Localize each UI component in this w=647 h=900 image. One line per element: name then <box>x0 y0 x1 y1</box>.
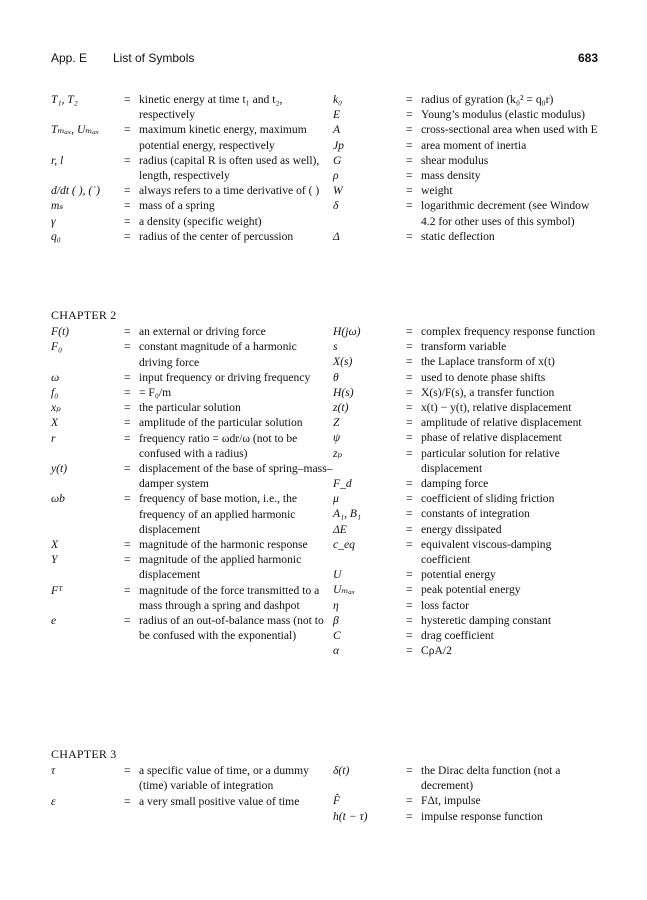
equals-sign: = <box>406 401 413 415</box>
symbol-row <box>333 643 599 658</box>
symbol-row <box>51 122 333 152</box>
symbol-row <box>333 339 599 354</box>
symbol: X <box>51 416 59 430</box>
symbol: Jp <box>333 138 344 152</box>
symbol: A₁, B₁ <box>333 507 362 521</box>
symbol-definition: radius of an out-of-balance mass (not to be confused with the exponential) <box>139 614 324 643</box>
equals-sign: = <box>406 537 413 551</box>
symbol: q₀ <box>51 229 61 243</box>
symbol-definition: radius (capital R is often used as well), length, respectively <box>139 153 320 183</box>
symbol: τ <box>51 764 56 778</box>
symbol-row <box>51 763 333 793</box>
symbol-definition: FΔt, impulse <box>421 794 481 808</box>
symbol-definition: complex frequency response function <box>421 325 596 338</box>
symbol-row <box>51 183 333 198</box>
symbol-row <box>51 415 333 430</box>
equals-sign: = <box>406 93 413 106</box>
symbol: k₀ <box>333 93 343 106</box>
symbol: A <box>333 123 341 137</box>
symbol: r, l <box>51 153 64 167</box>
equals-sign: = <box>406 598 413 612</box>
symbol-definition: area moment of inertia <box>421 138 527 152</box>
symbol-definition: shear modulus <box>421 153 489 167</box>
equals-sign: = <box>124 153 131 167</box>
symbol: c_eq <box>333 537 355 551</box>
chapter2-heading: CHAPTER 2 <box>51 308 117 322</box>
equals-sign: = <box>124 794 131 808</box>
symbol-definition: magnitude of the force transmitted to a mass through a spring and dashpot <box>139 583 320 612</box>
symbol-row <box>333 107 599 122</box>
symbol: d/dt ( ), (˙) <box>51 184 100 198</box>
symbol: e <box>51 614 57 628</box>
symbol-row <box>333 567 599 582</box>
page-number: 683 <box>577 51 598 65</box>
symbol: Δ <box>333 229 340 243</box>
symbol-row <box>333 809 599 824</box>
equals-sign: = <box>406 431 413 445</box>
symbol: θ <box>333 370 339 384</box>
symbol-definition: amplitude of the particular solution <box>139 416 303 430</box>
symbol-definition: magnitude of the harmonic response <box>139 538 308 552</box>
symbol-definition: phase of relative displacement <box>421 431 562 445</box>
symbol: U <box>333 568 342 582</box>
symbol-definition: mass density <box>421 169 481 183</box>
symbol: γ <box>51 214 56 228</box>
symbol-definition: a very small positive value of time <box>139 794 300 808</box>
symbol-definition: displacement of the base of spring–mass–damper system <box>139 462 333 491</box>
equals-sign: = <box>406 583 413 597</box>
symbol-row <box>333 476 599 491</box>
symbol-definition: impulse response function <box>421 809 543 823</box>
symbol-row <box>51 537 333 552</box>
symbol: H(jω) <box>333 325 361 338</box>
symbol: W <box>333 184 343 198</box>
equals-sign: = <box>406 138 413 152</box>
symbol-row <box>333 92 599 107</box>
symbol: X(s) <box>333 355 353 369</box>
symbol-definition: coefficient of sliding friction <box>421 492 555 506</box>
symbol-row <box>51 198 333 213</box>
equals-sign: = <box>406 794 413 808</box>
symbol: E <box>333 108 341 122</box>
symbol: X <box>51 538 59 552</box>
symbol: H(s) <box>333 385 354 399</box>
symbol-definition: hysteretic damping constant <box>421 613 552 627</box>
equals-sign: = <box>124 199 131 213</box>
symbol: Fᵀ <box>51 583 63 597</box>
symbol-definition: kinetic energy at time t₁ and t₂, respectively <box>139 93 283 122</box>
symbol: Y <box>51 553 58 567</box>
symbol-definition: static deflection <box>421 229 495 243</box>
equals-sign: = <box>124 553 131 567</box>
symbol-definition: constant magnitude of a harmonic driving force <box>139 340 297 369</box>
symbol-row <box>333 198 599 228</box>
symbol-definition: CρA/2 <box>421 644 452 658</box>
symbol: f₀ <box>51 386 59 400</box>
symbol: ω <box>51 370 60 384</box>
equals-sign: = <box>406 153 413 167</box>
equals-sign: = <box>124 764 131 778</box>
symbol-definition: frequency ratio = ωdr/ω (not to be confused with a radius) <box>139 431 298 460</box>
symbol-definition: Young’s modulus (elastic modulus) <box>421 108 586 122</box>
equals-sign: = <box>124 123 131 137</box>
symbol-definition: x(t) − y(t), relative displacement <box>421 401 572 415</box>
symbol-definition: the Dirac delta function (not a decrement) <box>421 764 561 793</box>
equals-sign: = <box>406 492 413 506</box>
symbol-row <box>333 415 599 430</box>
equals-sign: = <box>406 522 413 536</box>
symbol-definition: energy dissipated <box>421 522 502 536</box>
symbol: C <box>333 629 341 643</box>
equals-sign: = <box>124 401 131 415</box>
symbol-definition: peak potential energy <box>421 583 521 597</box>
symbol-definition: magnitude of the applied harmonic displacement <box>139 553 302 582</box>
equals-sign: = <box>406 199 413 213</box>
symbol: δ(t) <box>333 764 350 777</box>
symbol-definition: the Laplace transform of x(t) <box>421 355 555 369</box>
symbol-definition: = F₀/m <box>139 386 172 400</box>
symbol: F̂ <box>333 794 341 808</box>
symbol-definition: frequency of base motion, i.e., the frequency of an applied harmonic displacement <box>139 492 298 536</box>
equals-sign: = <box>406 416 413 430</box>
symbol: F₀ <box>51 340 63 354</box>
symbol-definition: weight <box>421 184 453 198</box>
symbol-definition: cross-sectional area when used with E <box>421 123 598 137</box>
equals-sign: = <box>124 229 131 243</box>
chapter3-right <box>333 763 599 824</box>
equals-sign: = <box>124 214 131 228</box>
symbol-row <box>51 461 333 491</box>
symbol-definition: loss factor <box>421 598 469 612</box>
symbol-row <box>333 370 599 385</box>
symbol-row <box>51 794 333 809</box>
symbol-definition: amplitude of relative displacement <box>421 416 582 430</box>
symbol-definition: radius of gyration (k₀² = q₀r) <box>421 93 554 106</box>
symbol-definition: constants of integration <box>421 507 530 521</box>
equals-sign: = <box>406 809 413 823</box>
symbol: β <box>333 613 339 627</box>
symbol-row <box>51 339 333 369</box>
symbol-row <box>333 613 599 628</box>
equals-sign: = <box>406 340 413 354</box>
symbol-definition: mass of a spring <box>139 199 215 213</box>
symbol-row <box>333 183 599 198</box>
symbol-definition: used to denote phase shifts <box>421 370 546 384</box>
chapter3-left <box>51 747 333 809</box>
equals-sign: = <box>406 477 413 491</box>
symbol: ε <box>51 794 56 808</box>
equals-sign: = <box>406 184 413 198</box>
symbol-definition: potential energy <box>421 568 496 582</box>
equals-sign: = <box>124 93 131 106</box>
symbol-definition: always refers to a time derivative of ( ) <box>139 184 320 198</box>
symbol: y(t) <box>51 462 68 476</box>
symbol: xₚ <box>51 401 61 415</box>
equals-sign: = <box>124 184 131 198</box>
symbol-row <box>51 613 333 643</box>
symbol: r <box>51 431 56 445</box>
symbol: α <box>333 644 340 658</box>
symbol: h(t − τ) <box>333 809 368 823</box>
symbol-row <box>333 122 599 137</box>
symbol-row <box>333 491 599 506</box>
symbol-definition: an external or driving force <box>139 325 266 339</box>
symbol: μ <box>333 492 339 506</box>
symbol-row <box>51 385 333 400</box>
symbol-definition: X(s)/F(s), a transfer function <box>421 385 555 399</box>
equals-sign: = <box>124 492 131 506</box>
symbol-row <box>333 763 599 793</box>
equals-sign: = <box>406 764 413 777</box>
equals-sign: = <box>406 370 413 384</box>
symbol-row <box>333 582 599 597</box>
symbol-definition: radius of the center of percussion <box>139 229 294 243</box>
equals-sign: = <box>406 355 413 369</box>
symbol-row <box>333 537 599 567</box>
symbol-definition: transform variable <box>421 340 507 354</box>
symbol: mₛ <box>51 199 64 213</box>
symbol: s <box>333 340 338 354</box>
symbol: Uₘₐₓ <box>333 583 356 597</box>
symbol-row <box>333 522 599 537</box>
intro-left-column <box>51 92 333 244</box>
symbol-row <box>51 400 333 415</box>
symbol: ψ <box>333 431 341 445</box>
symbol-row <box>333 400 599 415</box>
equals-sign: = <box>406 568 413 582</box>
symbol-row <box>333 628 599 643</box>
equals-sign: = <box>406 629 413 643</box>
equals-sign: = <box>124 583 131 597</box>
symbol-row <box>51 491 333 537</box>
symbol-definition: a density (specific weight) <box>139 214 262 228</box>
symbol-row <box>51 153 333 183</box>
equals-sign: = <box>406 229 413 243</box>
symbol: zₚ <box>333 446 343 460</box>
symbol-row <box>51 552 333 582</box>
symbol: F(t) <box>51 325 70 339</box>
symbol-row <box>51 324 333 339</box>
equals-sign: = <box>124 340 131 354</box>
symbol: ΔE <box>333 522 347 536</box>
equals-sign: = <box>406 385 413 399</box>
symbol-definition: the particular solution <box>139 401 241 415</box>
chapter2-right <box>333 324 599 658</box>
symbol-row <box>333 168 599 183</box>
equals-sign: = <box>124 538 131 552</box>
equals-sign: = <box>124 386 131 400</box>
symbol-row <box>333 385 599 400</box>
symbol-row <box>51 229 333 244</box>
symbol: F_d <box>333 477 352 491</box>
symbol: z(t) <box>333 401 349 415</box>
symbol: η <box>333 598 339 612</box>
page-header <box>51 51 598 67</box>
symbol: ωb <box>51 492 65 506</box>
equals-sign: = <box>124 431 131 445</box>
symbol-row <box>333 153 599 168</box>
symbol-row <box>333 138 599 153</box>
chapter3-heading: CHAPTER 3 <box>51 747 117 761</box>
equals-sign: = <box>406 325 413 338</box>
symbol-definition: equivalent viscous-damping coefficient <box>421 537 552 567</box>
symbol-row <box>333 324 599 339</box>
equals-sign: = <box>406 613 413 627</box>
symbol-row <box>51 370 333 385</box>
symbol: δ <box>333 199 339 213</box>
symbol-definition: a specific value of time, or a dummy (time) variable of integration <box>139 764 309 793</box>
equals-sign: = <box>124 462 131 476</box>
equals-sign: = <box>406 169 413 183</box>
chapter2-left <box>51 308 333 643</box>
header-title: List of Symbols <box>113 51 195 65</box>
symbol: T₁, T₂ <box>51 93 78 106</box>
equals-sign: = <box>406 123 413 137</box>
symbol: ρ <box>333 169 339 183</box>
equals-sign: = <box>124 325 131 339</box>
symbol-row <box>333 229 599 244</box>
symbol-row <box>51 431 333 461</box>
symbol: G <box>333 153 342 167</box>
equals-sign: = <box>406 108 413 122</box>
symbol: Z <box>333 416 340 430</box>
symbol-definition: drag coefficient <box>421 629 494 643</box>
symbol: Tₘₐₓ, Uₘₐₓ <box>51 123 100 137</box>
symbol-row <box>333 430 599 445</box>
symbol-row <box>51 92 333 122</box>
equals-sign: = <box>124 370 131 384</box>
symbol-row <box>333 446 599 476</box>
symbol-row <box>333 506 599 521</box>
symbol-definition: maximum kinetic energy, maximum potential energy, respectively <box>139 123 307 152</box>
symbol-definition: logarithmic decrement (see Window 4.2 for other uses of this symbol) <box>421 199 590 228</box>
symbol-row <box>333 354 599 369</box>
symbol-definition: input frequency or driving frequency <box>139 370 311 384</box>
equals-sign: = <box>406 507 413 521</box>
symbol-row <box>51 583 333 613</box>
symbol-definition: damping force <box>421 477 489 491</box>
symbol-row <box>51 214 333 229</box>
equals-sign: = <box>406 644 413 658</box>
equals-sign: = <box>406 446 413 460</box>
equals-sign: = <box>124 416 131 430</box>
symbol-row <box>333 598 599 613</box>
symbol-definition: particular solution for relative displacement <box>421 446 560 475</box>
intro-right-column <box>333 92 599 244</box>
equals-sign: = <box>124 614 131 628</box>
appendix-label: App. E <box>51 51 88 65</box>
symbol-row <box>333 793 599 808</box>
